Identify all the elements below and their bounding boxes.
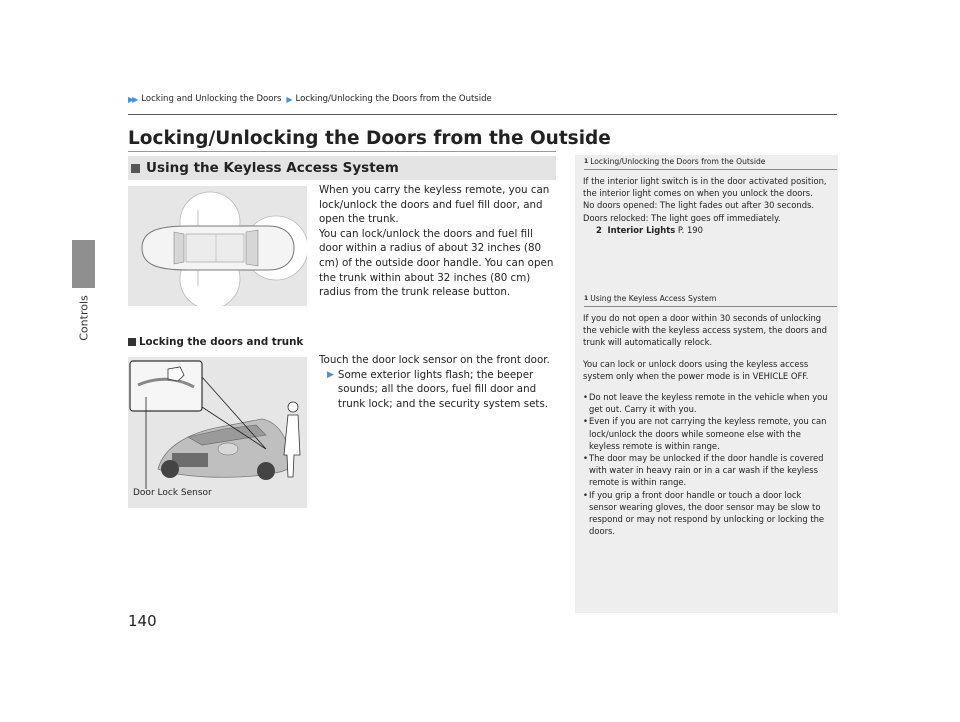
subsection-body [319,353,564,411]
chapter-label: Controls [77,295,91,341]
ref-title[interactable]: Interior Lights [607,224,676,235]
range-paragraph: You can lock/unlock the doors and fuel fill door within a radius of about 32 inches (80 cm) of the outside door handle. You can open the trunk within about 32 inches (80 cm) radius from the trunk release button. [319,227,554,299]
breadcrumb-current: Locking/Unlocking the Doors from the Outside [295,94,492,104]
ref-number: 2 [596,224,602,235]
note-title: Using the Keyless Access System [590,294,717,303]
result-item [327,368,564,412]
keyless-range-figure [128,186,307,306]
section-heading-bar [128,156,556,180]
section-body [319,183,559,300]
note-divider-1 [584,169,837,170]
breadcrumb-separator-icon: ▶ [286,94,291,104]
section-heading: Using the Keyless Access System [146,160,399,176]
note-heading-1 [584,157,765,166]
car-door-sensor-illustration [128,357,307,508]
note-bullet: • The door may be unlocked if the door handle is covered with water in heavy rain or in a car wash if the keyless remote is within range. [583,453,824,488]
chapter-tab [72,240,95,288]
header-divider [128,114,837,115]
note-paragraph: You can lock or unlock doors using the keyless access system only when the power mode is in VEHICLE OFF. [583,358,809,381]
instruction-text: Touch the door lock sensor on the front door. [319,354,550,366]
note-line: No doors opened: The light fades out after 30 seconds. [583,200,815,211]
car-top-view-illustration [128,186,307,306]
note-number: 1 [584,295,589,302]
subsection-heading [128,336,303,348]
note-paragraph: If you do not open a door within 30 seconds of unlocking the vehicle with the keyless access system, the doors and trunk will automatically relock. [583,313,827,348]
breadcrumb [128,94,492,104]
note-title: Locking/Unlocking the Doors from the Outside [590,157,766,166]
note-line: Doors relocked: The light goes off immediately. [583,212,781,223]
breadcrumb-arrow-icon: ▶▶ [128,94,137,104]
note-divider-2 [584,306,837,307]
note-heading-2 [584,294,716,303]
title-divider [128,151,556,152]
note-bullet: • If you grip a front door handle or touch a door lock sensor wearing gloves, the door sensor may be slow to respond or may not respond by unlocking or locking the doors. [583,489,825,537]
figure-label: Door Lock Sensor [133,488,212,498]
subsection-square-icon [128,338,136,346]
breadcrumb-parent[interactable]: Locking and Unlocking the Doors [141,94,282,104]
intro-paragraph: When you carry the keyless remote, you can lock/unlock the doors and fuel fill door, and open the trunk. [319,184,550,226]
result-text: Some exterior lights flash; the beeper sounds; all the doors, fuel fill door and trunk lock; and the security system sets. [337,368,549,410]
note-number: 1 [584,158,589,165]
ref-page: P. 190 [677,224,703,235]
note-bullet: • Even if you are not carrying the keyless remote, you can lock/unlock the doors while someone else with the keyless remote is within range. [583,416,827,451]
note-line: If the interior light switch is in the door activated position, the interior light comes on when you unlock the doors. [583,176,827,199]
note-body-1 [583,175,829,236]
cross-reference[interactable] [583,224,829,236]
door-lock-sensor-figure [128,357,307,508]
note-body-2 [583,312,829,537]
page-number: 140 [128,612,157,630]
subsection-title: Locking the doors and trunk [139,336,304,348]
result-arrow-icon: ▶ [327,369,334,380]
page-title: Locking/Unlocking the Doors from the Outside [128,128,611,149]
section-square-icon [131,164,140,173]
note-bullet: • Do not leave the keyless remote in the vehicle when you get out. Carry it with you. [583,392,828,415]
